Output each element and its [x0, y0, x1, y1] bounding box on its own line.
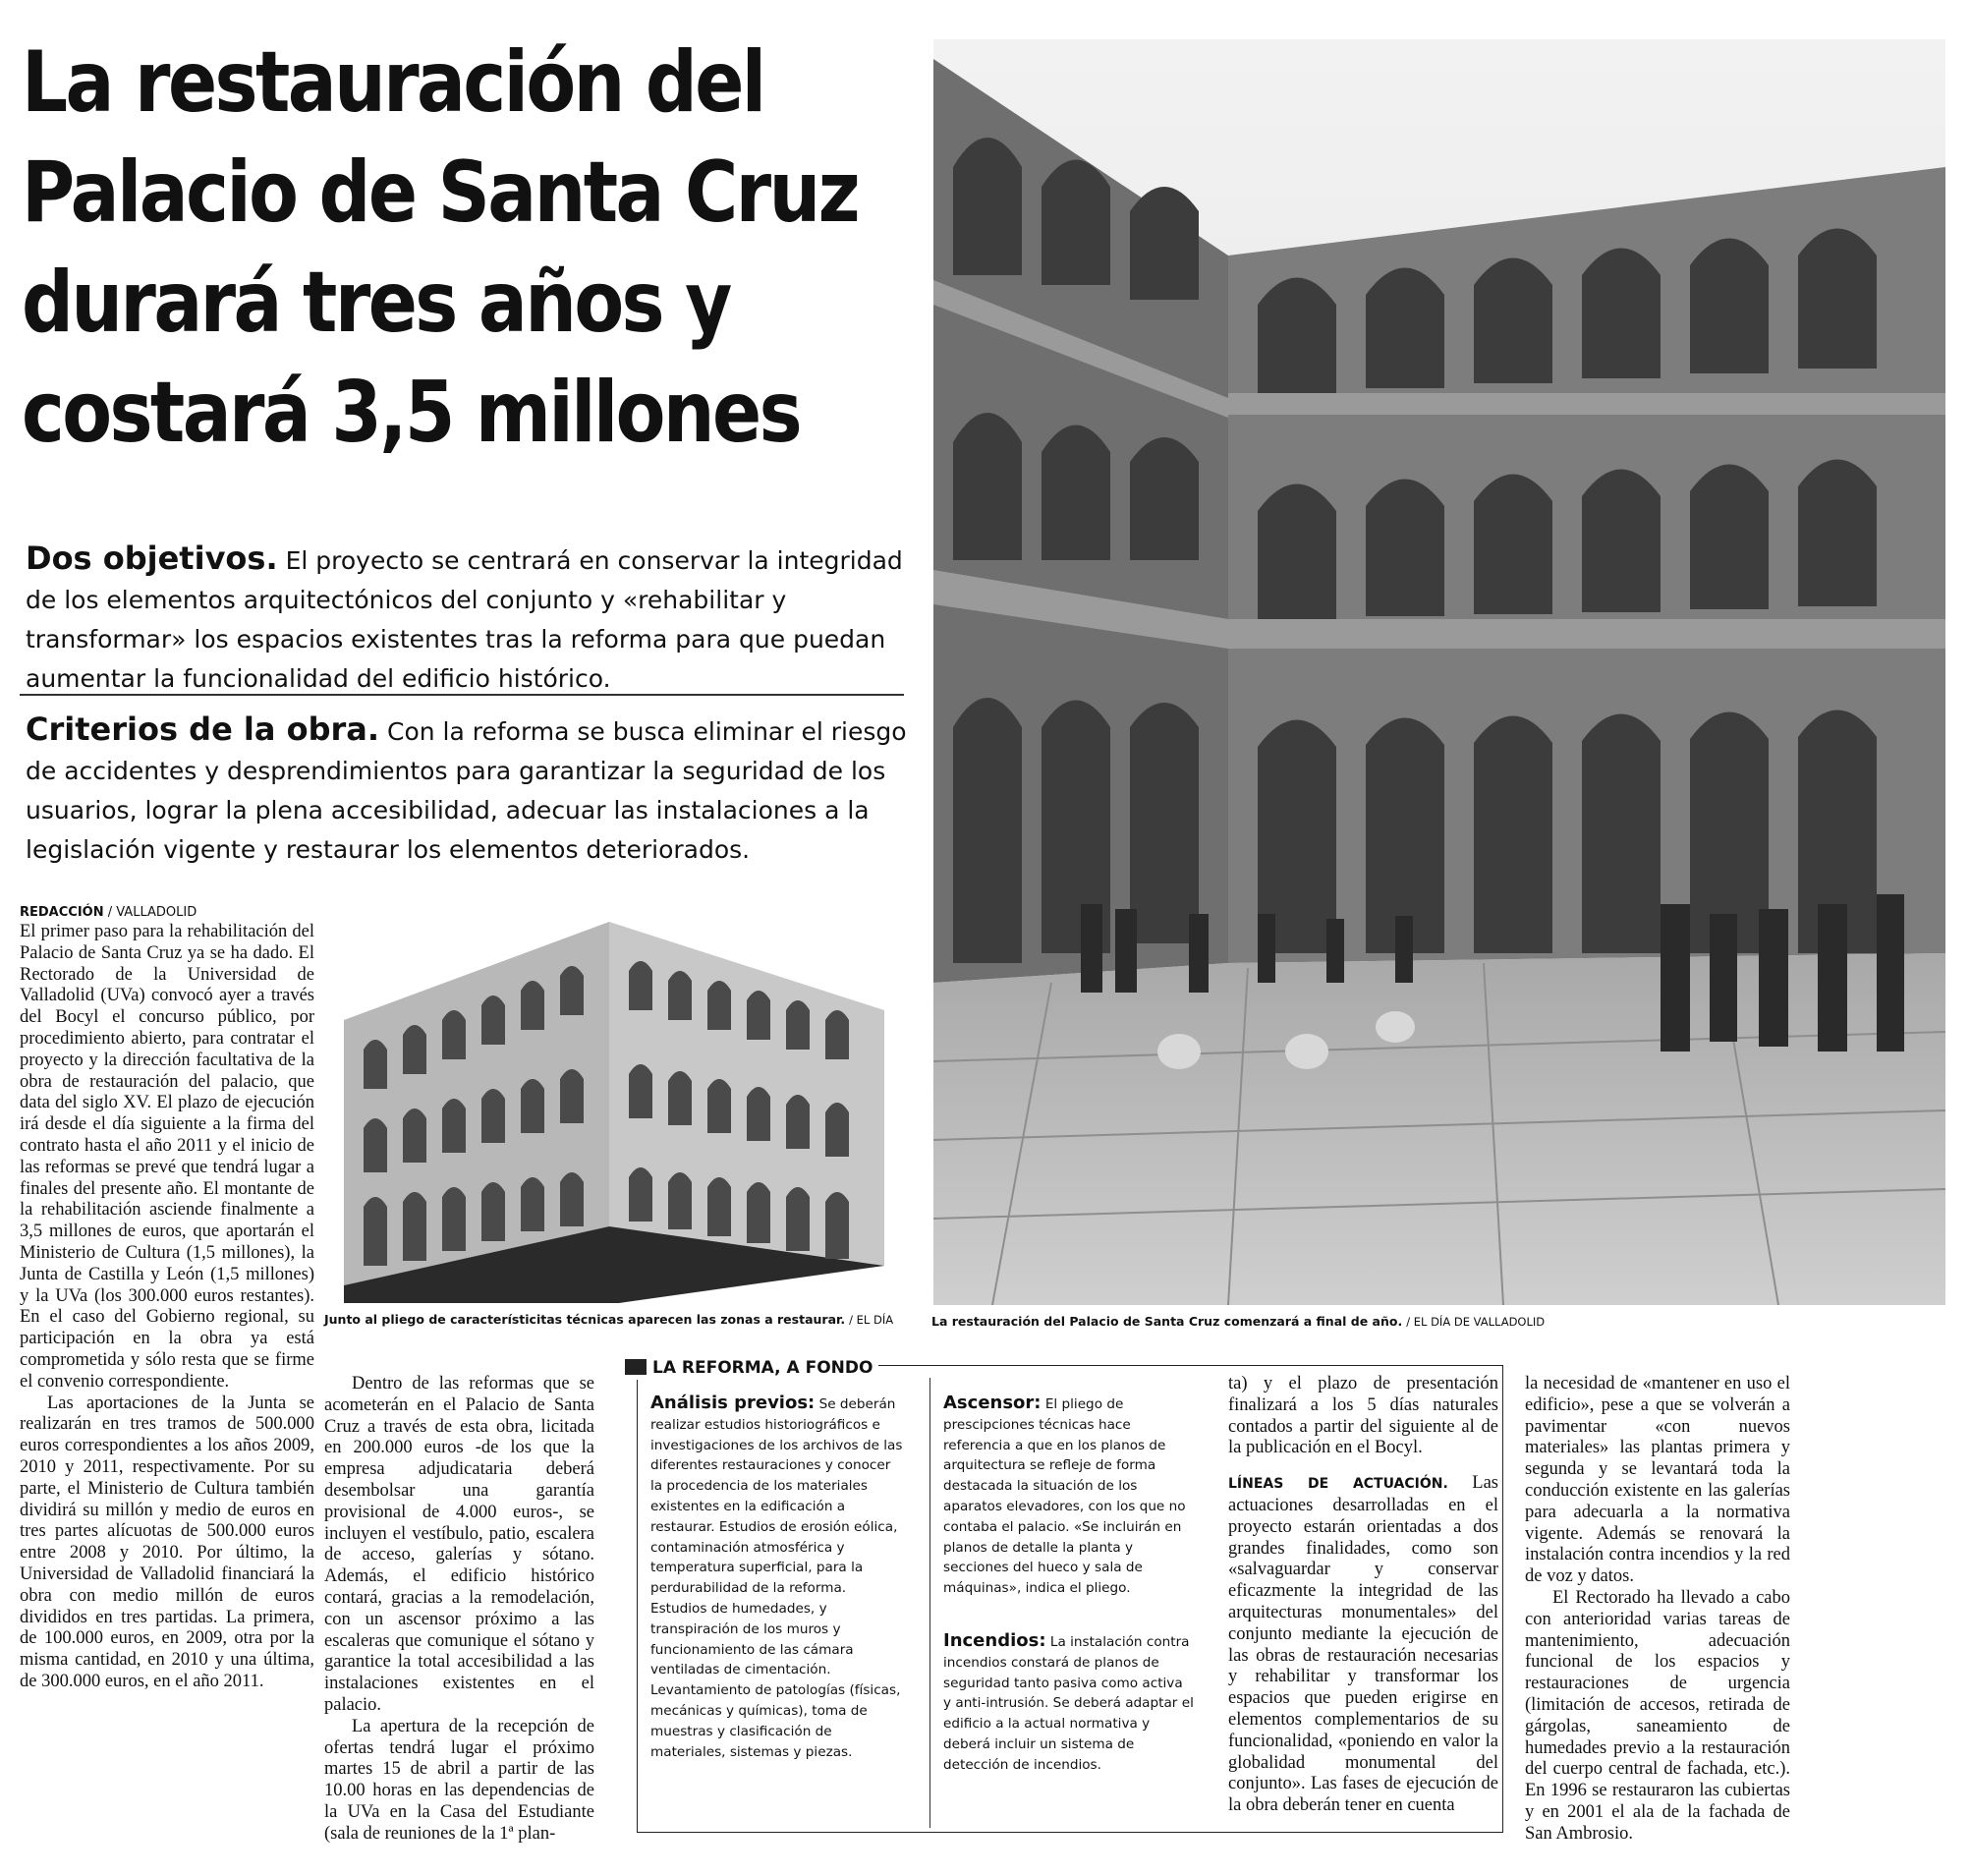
sidebar-incendios [943, 1631, 1194, 1776]
column-2-paragraph-1: Dentro de las reformas que se acometerán en el Palacio de Santa Cruz a través de esta obra, licitada en 200.000 euros -de los que la empresa adjudicataria deberá desembolsar una garantía provisional de 4.000 euros-, se incluyen el vestíbulo, patio, escalera de acceso, galerías y sótano. Además, el edificio histórico contará, gracias a la remodelación, con un ascensor próximo a las escaleras que comunique el sótano y garantice la total accesibilidad a las instalaciones existentes en el palacio. [324, 1374, 594, 1715]
courtyard-photo [933, 39, 1945, 1305]
byline [20, 904, 197, 922]
drawing-caption-credit: / EL DÍA [849, 1313, 894, 1327]
headline-line-2: Palacio de Santa Cruz [22, 143, 859, 242]
column-5-paragraph-2: El Rectorado ha llevado a cabo con anterioridad varias tareas de mantenimiento, adecuación funcional de los espacios y restauraciones de urgencia (limitación de accesos, retirada de gárgolas, saneamiento de humedades previo a la restauración del cuerpo central de fachada, etc.). En 1996 se restauraron las cubiertas y en 2001 el ala de la fachada de San Ambrosio. [1525, 1587, 1790, 1844]
sidebar-divider [929, 1378, 930, 1828]
sidebar-analisis [650, 1393, 904, 1762]
headline-line-1: La restauración del [22, 33, 764, 132]
sidebar-title [619, 1356, 878, 1380]
sidebar-ascensor [943, 1393, 1194, 1599]
deck-criterios [26, 710, 910, 870]
sidebar-flag-icon [625, 1359, 647, 1375]
column-4-subhead: LÍNEAS DE ACTUACIÓN. [1228, 1476, 1448, 1493]
column-4-paragraph-2-text: Las actuaciones desarrolladas en el proyecto estarán orientadas a dos grandes finalidades, como son «salvaguardar y conservar eficazmente la integridad de las arquitecturas monumentales» del conjunto mediante la ejecución de las obras de restauración necesarias y rehabilitar y transformar los espacios que pueden erigirse en elementos complementarios de su funcionalidad, «poniendo en valor la globalidad monumental del conjunto». Las fases de ejecución de la obra deberán tener en cuenta [1228, 1473, 1498, 1816]
architectural-drawing [324, 902, 900, 1303]
column-5 [1525, 1374, 1790, 1846]
courtyard-photo-drawing [933, 39, 1945, 1305]
drawing-caption [324, 1312, 893, 1328]
headline-line-4: costará 3,5 millones [22, 364, 801, 462]
headline-line-3: durará tres años y [22, 254, 730, 352]
headline [22, 28, 859, 468]
deck-objetivos [26, 539, 910, 699]
deck-divider [20, 694, 904, 696]
column-4-paragraph-1: ta) y el plazo de presentación finalizará a los 5 días naturales contados a partir del siguiente al de la publicación en el Bocyl. [1228, 1374, 1498, 1458]
photo-caption-text: La restauración del Palacio de Santa Cruz comenzará a final de año. [931, 1314, 1403, 1329]
photo-caption [931, 1314, 1545, 1330]
drawing-caption-text: Junto al pliego de característicitas técnicas aparecen las zonas a restaurar. [324, 1312, 846, 1327]
column-5-paragraph-1: la necesidad de «mantener en uso el edificio», pese a que se volverán a pavimentar «con nuevos materiales» las plantas primera y segunda y se levantará toda la conducción existente en las galerías para adecuarla a la normativa vigente. Además se renovará la instalación contra incendios y la red de voz y datos. [1525, 1374, 1790, 1587]
column-2-paragraph-2: La apertura de la recepción de ofertas tendrá lugar el próximo martes 15 de abril a partir de las 10.00 horas en las dependencias de la UVa en la Casa del Estudiante (sala de reuniones de la 1ª plan- [324, 1716, 594, 1844]
sidebar-ascensor-text: El pliego de prescipciones técnicas hace referencia a que en los planos de arquitectura se refleje de forma destacada la situación de los aparatos elevadores, con los que no contaba el palacio. «Se incluirán en planos de detalle la planta y secciones del hueco y sala de máquinas», indica el pliego. [943, 1396, 1186, 1597]
sidebar-incendios-text: La instalación contra incendios constará de planos de seguridad tanto pasiva como activa y anti-intrusión. Se deberá adaptar el edificio a la actual normativa y deberá incluir un sistema de detección de incendios. [943, 1634, 1194, 1773]
column-1-paragraph-2: Las aportaciones de la Junta se realizarán en tres tramos de 500.000 euros correspondientes a los años 2009, 2010 y 2011, respectivamente. Por su parte, el Ministerio de Cultura también dividirá su millón y medio de euros en tres partes alícuotas de 500.000 euros entre 2008 y 2010. Por último, la Universidad de Valladolid financiará la obra con medio millón de euros divididos en tres partidas. La primera, de 100.000 euros, en 2009, otra por la misma cantidad, en 2010 y una última, de 300.000 euros, en el año 2011. [20, 1393, 314, 1691]
architectural-drawing-svg [324, 902, 900, 1303]
deck-criterios-lead: Criterios de la obra. [26, 711, 380, 748]
column-1-paragraph-1: El primer paso para la rehabilitación del Palacio de Santa Cruz ya se ha dado. El Rectorado de la Universidad de Valladolid (UVa) convocó ayer a través del Bocyl el concurso público, por procedimiento abierto, para contratar el proyecto y la dirección facultativa de la obra de restauración del palacio, que data del siglo XV. El plazo de ejecución irá desde el día siguiente a la firma del contrato hasta el año 2011 y el inicio de las reformas se prevé que tendrá lugar a finales del presente año. El montante de la rehabilitación asciende finalmente a 3,5 millones de euros, que aportarán el Ministerio de Cultura (1,5 millones), la Junta de Castilla y León (1,5 millones) y la UVa (los 300.000 euros restantes). En el caso del Gobierno regional, su participación en la obra ya está comprometida y sólo resta que se firme el convenio correspondiente. [20, 922, 314, 1392]
byline-author: REDACCIÓN [20, 905, 104, 920]
column-4 [1228, 1374, 1498, 1817]
sidebar-analisis-text: Se deberán realizar estudios historiográficos e investigaciones de los archivos de las diferentes restauraciones y conocer la procedencia de los materiales existentes en la edificación a restaurar. Estudios de erosión eólica, contaminación atmosférica y temperatura superficial, para la perdurabilidad de la reforma. Estudios de humedades, y transpiración de los muros y funcionamiento de las cámara ventiladas de cimentación. Levantamiento de patologías (físicas, mecánicas y químicas), toma de muestras y clasificación de materiales, sistemas y piezas. [650, 1396, 903, 1760]
byline-place: / VALLADOLID [107, 905, 197, 920]
deck-criterios-text: Con la reforma se busca eliminar el riesgo de accidentes y desprendimientos para garantizar la seguridad de los usuarios, lograr la plena accesibilidad, adecuar las instalaciones a la legislación vigente y restaurar los elementos deteriorados. [26, 717, 907, 864]
column-2 [324, 1374, 594, 1846]
photo-caption-credit: / EL DÍA DE VALLADOLID [1406, 1315, 1546, 1329]
sidebar-ascensor-label: Ascensor: [943, 1393, 1042, 1413]
sidebar-analisis-label: Análisis previos: [650, 1393, 816, 1413]
column-4-paragraph-2 [1228, 1473, 1498, 1817]
deck-objetivos-text: El proyecto se centrará en conservar la integridad de los elementos arquitectónicos del conjunto y «rehabilitar y transformar» los espacios existentes tras la reforma para que puedan aumentar la funcionalidad del edificio histórico. [26, 546, 903, 693]
sidebar-incendios-label: Incendios: [943, 1630, 1046, 1651]
column-1 [20, 922, 314, 1693]
deck-objetivos-lead: Dos objetivos. [26, 540, 278, 577]
sidebar-title-text: LA REFORMA, A FONDO [652, 1358, 873, 1378]
